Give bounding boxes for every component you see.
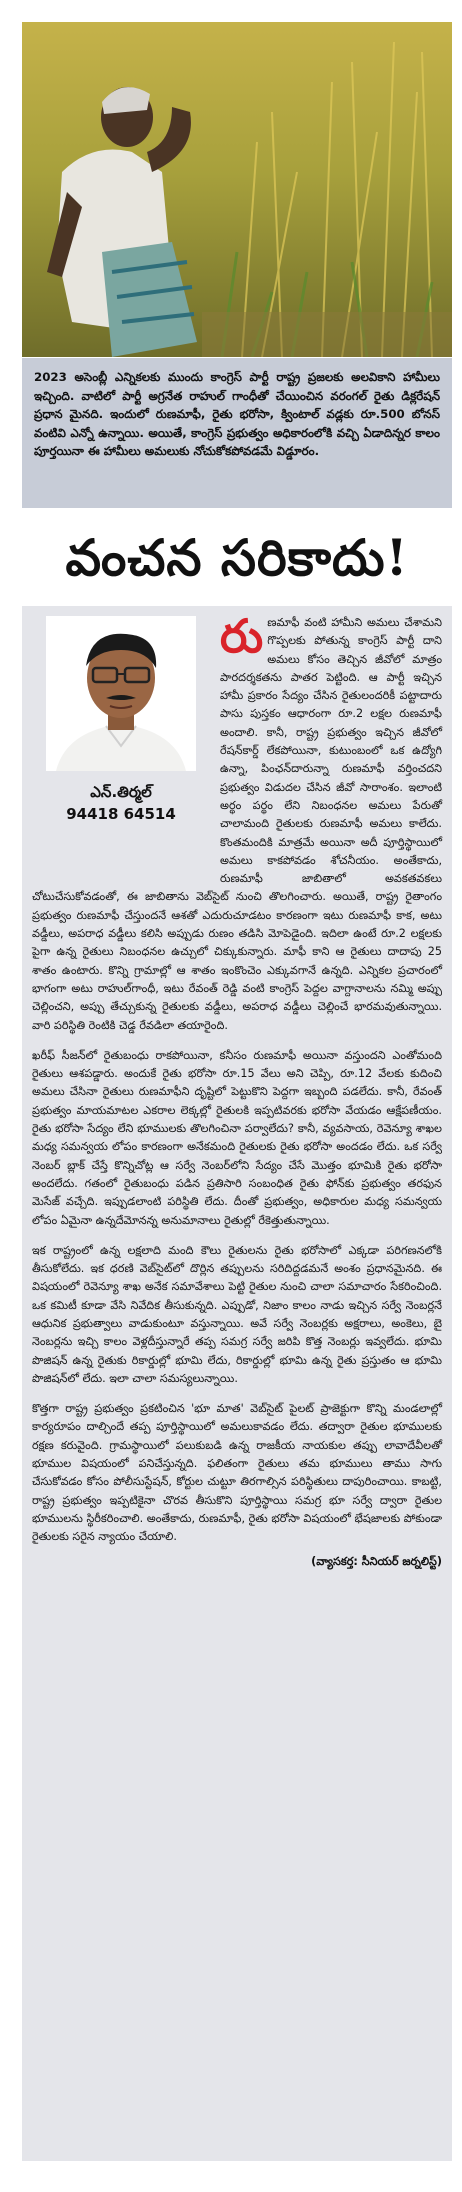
author-name: ఎన్.తిర్మల్ xyxy=(90,783,152,801)
drop-cap: రు xyxy=(220,609,264,663)
intro-deck xyxy=(22,358,452,508)
author-byline: (వ్యాసకర్త: సీనియర్ జర్నలిస్ట్) xyxy=(311,1554,442,1568)
article-paragraph-2: ఖరీఫ్ సీజన్‌లో రైతుబంధు రాకపోయినా, కనీసం రుణమాఫీ అయినా వస్తుందని ఎంతోమంది రైతులు ఆశపడ్డారు. అందుకే రైతు భరోసా రూ.15 వేలు అని చెప్పి, రూ.12 వేలకు కుదించి అమలు చేసినా రైతులు రుణమాఫీని దృష్టిలో పెట్టుకొని పెద్దగా ఇబ్బంది పడలేదు. కానీ, రేవంత్ ప్రభుత్వం మాయమాటల ఎకరాల లెక్కల్లో రైతులకి ఇప్పటివరకు భరోసా వేయడం ఆక్షేపణీయం. రైతు భరోసా సేద్యం లేని భూములకు తొలగించినా పర్వాలేదు? కానీ, వ్యవసాయ, రెవెన్యూ శాఖల మధ్య సమన్వయ లోపం కారణంగా అనేకమంది రైతులకు రైతు భరోసా అందడం లేదు. ఒక సర్వే నెంబర్ బ్లాక్ చేస్తే కొన్నిచోట్ల ఆ సర్వే నెంబర్‌లోని సేద్యం చేసే మొత్తం భూమికి రైతు భరోసా అందలేదు. గతంలో రైతుబంధు పడిన ప్రతిసారి సంబంధిత రైతు ఫోన్‌కు ప్రభుత్వం తరఫున మెసేజ్ వచ్చేది. ఇప్పుడలాంటి పరిస్థితి లేదు. దీంతో ప్రభుత్వం, అధికారుల మధ్య సమన్వయ లోపం ఏమైనా ఉన్నదేమోనన్న అనుమానాలు రైతుల్లో రేకెత్తుతున్నాయి. xyxy=(32,1048,442,1227)
author-portrait xyxy=(46,616,196,771)
farmer-photo xyxy=(22,22,452,357)
intro-text: 2023 అసెంబ్లీ ఎన్నికలకు ముందు కాంగ్రెస్ పార్టీ రాష్ట్ర ప్రజలకు అలవికాని హామీలు ఇచ్చింది. వాటిలో పార్టీ అగ్రనేత రాహుల్ గాంధీతో చేయించిన వరంగల్ రైతు డిక్లరేషన్ ప్రధాన మైనది. ఇందులో రుణమాఫీ, రైతు భరోసా, క్వింటాల్ వడ్లకు రూ.500 బోనస్ వంటివి ఎన్నో ఉన్నాయి. అయితే, కాంగ్రెస్ ప్రభుత్వం అధికారంలోకి వచ్చి ఏడాదిన్నర కాలం పూర్తయినా ఈ హామీలు అమలుకు నోచుకోకపోవడమే విడ్డూరం. xyxy=(34,370,440,459)
article-paragraph-1-text: ణమాఫీ వంటి హామీని అమలు చేశామని గొప్పలకు పోతున్న కాంగ్రెస్ పార్టీ దాని అమలు కోసం తెచ్చిన జీవోలో మాత్రం పారదర్శకతను పాతర పెట్టింది. ఆ పార్టీ ఇచ్చిన హామీ ప్రకారం సేద్యం చేసిన రైతులందరికీ పట్టాదారు పాసు పుస్తకం ఆధారంగా రూ.2 లక్షల రుణమాఫీ అందాలి. కానీ, రాష్ట్ర ప్రభుత్వం ఇచ్చిన జీవోలో రేషన్‌కార్డ్ లేకపోయినా, కుటుంబంలో ఒక ఉద్యోగి ఉన్నా, పింఛన్‌దారున్నా రుణమాఫీ వర్తించదని ప్రభుత్వం విడుదల చేసిన జీవో సారాంశం. ఇలాంటి అర్థం పర్థం లేని నిబంధనల అమలు పేరుతో చాలామంది రైతులకు రుణమాఫీ అమలు కాలేదు. కొంతమందికి మాత్రమే అయినా అదీ పూర్తిస్థాయిలో అమలు కాకపోవడం శోచనీయం. అంతేకాదు, రుణమాఫీ జాబితాలో అవకతవకలు చోటుచేసుకోవడంతో, ఈ జాబితాను వెబ్‌సైట్ నుంచి తొలగించారు. అయితే, రాష్ట్ర రైతాంగం ప్రభుత్వం రుణమాఫీ చేస్తుందనే ఆశతో ఎదురుచూడటం కారణంగా ఇటు రుణమాఫీ కాక, అటు వడ్డీలు, అపరాధ వడ్డీలు కలిసి అప్పుడు రుణం తడిసి మోపెడైంది. ఇదిలా ఉంటే రూ.2 లక్షలకు పైగా ఉన్న రైతులు నిబంధనల ఉచ్చులో చిక్కుకున్నారు. మాఫీ కాని ఆ రైతులు దాదాపు 25 శాతం ఉంటారు. కొన్ని గ్రామాల్లో ఆ శాతం ఇంకొంచెం ఎక్కువగానే ఉన్నది. ఎన్నికల ప్రచారంలో భాగంగా అటు రాహుల్‌గాంధీ, ఇటు రేవంత్ రెడ్డి వంటి కాంగ్రెస్ పెద్దల వాగ్దానాలను నమ్మి అప్పు చెల్లించని, అప్పు తేచ్చుకున్న రైతులకు వడ్డీలు, అపరాధ వడ్డీలు చెల్లించే భారమవుతున్నాయి. వారి పరిస్థితి రెంటికి చెడ్డ రేవడిలా తయారైంది. xyxy=(32,616,442,1032)
author-phone: 94418 64514 xyxy=(66,805,176,823)
article-body xyxy=(22,606,452,2161)
article-paragraph-3: ఇక రాష్ట్రంలో ఉన్న లక్షలాది మంది కౌలు రైతులను రైతు భరోసాలో ఎక్కడా పరిగణనలోకి తీసుకోలేదు. ఇక ధరణి వెబ్‌సైట్‌లో దొర్లిన తప్పులను సరిదిద్దడమనే అంశం ప్రధానమైనది. ఈ విషయంలో రెవెన్యూ శాఖ అనేక సమావేశాలు పెట్టి రైతుల నుంచి చాలా సమాచారం సేకరించింది. ఒక కమిటీ కూడా వేసి నివేదిక తీసుకున్నది. ఎప్పుడో, నిజాం కాలం నాడు ఇచ్చిన సర్వే నెంబర్లనే ఆధునిక ప్రభుత్వాలు వాడుకుంటూ వస్తున్నాయి. అవే సర్వే నెంబర్లకు అక్షరాలు, అంకెలు, బై నెంబర్లను ఇచ్చి కాలం వెళ్లదీస్తున్నారే తప్ప సమగ్ర సర్వే జరిపి కొత్త నెంబర్లు ఇవ్వలేదు. భూమి పొజిషన్ ఉన్న రైతుకు రికార్డుల్లో భూమి లేదు, రికార్డుల్లో భూమి ఉన్న రైతు ప్రస్తుతం ఆ భూమి పొజిషన్‌లో లేదు. ఇలా చాలా సమస్యలున్నాయి. xyxy=(32,1243,442,1385)
author-block xyxy=(32,614,210,876)
article-paragraph-4: కొత్తగా రాష్ట్ర ప్రభుత్వం ప్రకటించిన 'భూ మాత' వెబ్‌సైట్ పైలట్ ప్రాజెక్టుగా కొన్ని మండలాల్లో కార్యరూపం దాల్చిందే తప్ప పూర్తిస్థాయిలో అమలుకావడం లేదు. తద్వారా రైతుల భూములకు రక్షణ కరువైంది. గ్రామస్థాయిలో పలుకుబడి ఉన్న రాజకీయ నాయకుల తప్పు లావాదేవీలతో భూముల విషయంలో పనిచేస్తున్నది. ఫలితంగా రైతులు తమ భూములు తాము సాగు చేసుకోవడం కోసం పోలీసుస్టేషన్, కోర్టుల చుట్టూ తిరగాల్సిన పరిస్థితులు దాపురించాయి. కాబట్టి, రాష్ట్ర ప్రభుత్వం ఇప్పటికైనా చొరవ తీసుకొని పూర్తిస్థాయి సమగ్ర భూ సర్వే ద్వారా రైతుల భూములను స్థిరీకరించాలి. అంతేకాదు, రుణమాఫీ, రైతు భరోసా విషయంలో భేషజాలకు పోకుండా రైతులకు సరైన న్యాయం చేయాలి. xyxy=(32,1402,442,1544)
headline: వంచన సరికాదు! xyxy=(65,528,409,587)
